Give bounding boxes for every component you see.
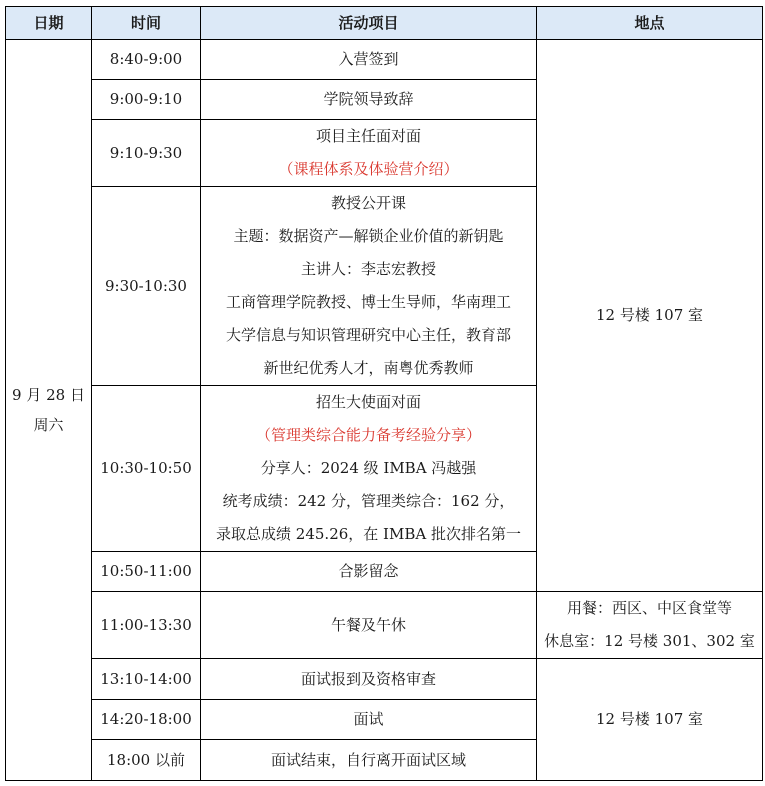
location-cell-afternoon: 12 号楼 107 室 [537,659,763,781]
time-cell: 11:00-13:30 [92,592,201,659]
header-time: 时间 [92,7,201,40]
activity-title: 招生大使面对面 [315,393,421,411]
weekday-text: 周六 [33,416,64,434]
location-cell-lunch [537,592,763,659]
activity-title: 学院领导致辞 [323,90,414,108]
header-activity: 活动项目 [201,7,537,40]
table-row [6,592,763,659]
time-cell: 8:40-9:00 [92,40,201,80]
lecture-speaker: 主讲人：李志宏教授 [300,260,436,278]
date-text: 9 月 28 日 [12,386,85,404]
time-cell: 10:50-11:00 [92,552,201,592]
activity-title: 合影留念 [338,562,399,580]
header-location: 地点 [537,7,763,40]
activity-title: 面试结束，自行离开面试区域 [270,750,466,769]
time-cell: 14:20-18:00 [92,700,201,740]
time-cell: 9:10-9:30 [92,120,201,187]
activity-cell [201,187,537,386]
activity-subtitle: （课程体系及体验营介绍） [278,160,459,178]
speaker-bio-line: 工商管理学院教授、博士生导师，华南理工 [225,293,511,311]
activity-title: 面试 [353,710,384,728]
speaker-bio-line: 新世纪优秀人才，南粤优秀教师 [263,359,474,377]
time-cell: 10:30-10:50 [92,386,201,552]
activity-cell [201,386,537,552]
time-cell: 9:30-10:30 [92,187,201,386]
activity-title: 入营签到 [338,50,399,68]
lecture-topic: 主题：数据资产—解锁企业价值的新钥匙 [233,227,504,245]
table-row [6,659,763,700]
activity-cell [201,552,537,592]
sharer-score-line: 录取总成绩 245.26，在 IMBA 批次排名第一 [216,525,521,543]
activity-title: 教授公开课 [330,194,406,212]
speaker-bio-line: 大学信息与知识管理研究中心主任，教育部 [225,326,511,344]
activity-cell [201,700,537,740]
activity-subtitle: （管理类综合能力备考经验分享） [255,426,481,444]
activity-cell [201,592,537,659]
location-cell-morning: 12 号楼 107 室 [537,40,763,592]
header-row [6,7,763,40]
header-date: 日期 [6,7,92,40]
activity-cell [201,659,537,700]
date-cell [6,40,92,781]
activity-title: 午餐及午休 [330,615,406,634]
lunch-location: 用餐：西区、中区食堂等 [566,599,732,617]
table-row [6,40,763,80]
activity-cell [201,80,537,120]
activity-cell [201,120,537,187]
schedule-table [5,6,763,781]
time-cell: 13:10-14:00 [92,659,201,700]
activity-title: 面试报到及资格审查 [300,669,436,688]
time-cell: 18:00 以前 [92,740,201,781]
activity-cell [201,40,537,80]
activity-cell [201,740,537,781]
sharer-score-line: 统考成绩：242 分，管理类综合：162 分， [222,492,515,510]
rest-location: 休息室：12 号楼 301、302 室 [544,632,755,650]
time-cell: 9:00-9:10 [92,80,201,120]
sharer-name: 分享人：2024 级 IMBA 冯越强 [260,459,477,477]
activity-title: 项目主任面对面 [315,127,421,145]
